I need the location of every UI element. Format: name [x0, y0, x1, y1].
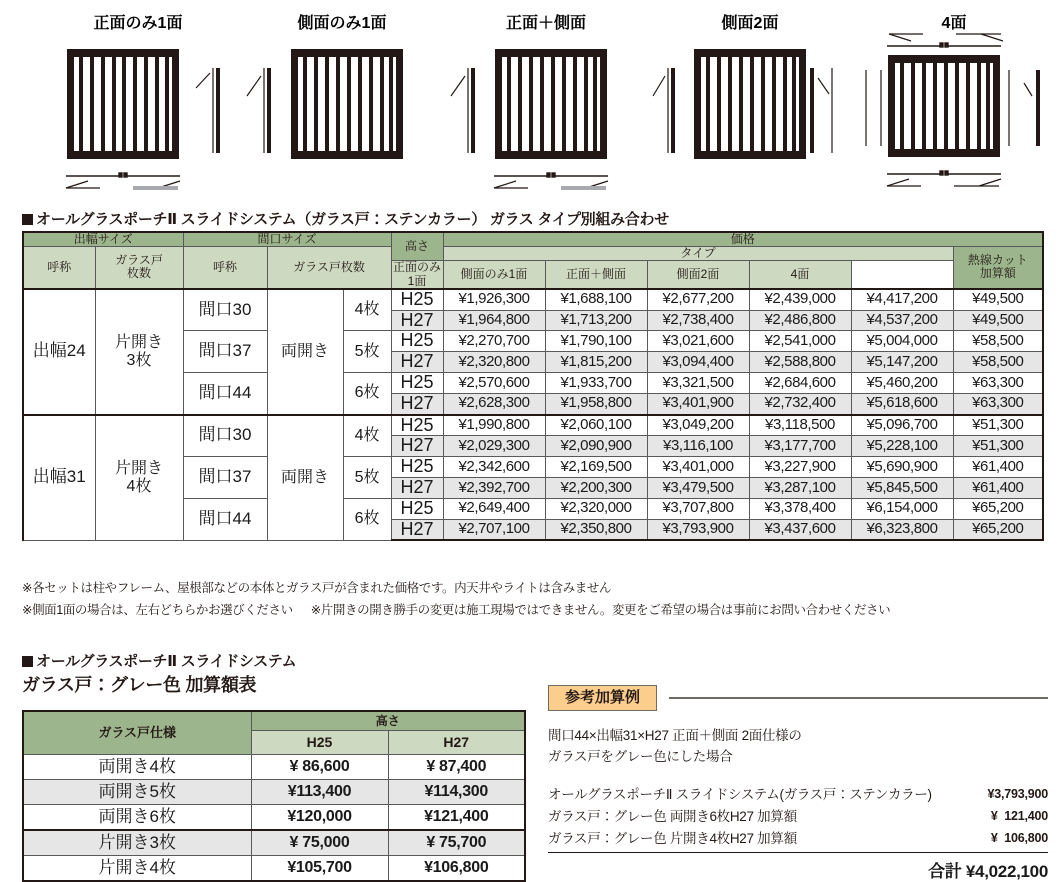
example-desc-line-2: ガラス戸をグレー色にした場合: [548, 748, 733, 764]
price-cell-type-0: ¥2,570,600: [443, 372, 545, 393]
example-line-items: [548, 784, 1048, 850]
price-cell-type-0: ¥2,320,800: [443, 352, 545, 373]
price-cell-type-4: ¥6,323,800: [851, 519, 953, 540]
example-line-label: ガラス戸：グレー色 片開き4枚H27 加算額: [548, 830, 797, 846]
note-2: ※側面1面の場合は、左右どちらかお選びください: [22, 602, 293, 617]
width-label: 間口37: [183, 457, 267, 499]
price-cell-type-2: ¥3,094,400: [647, 352, 749, 373]
width-label: 間口44: [183, 372, 267, 414]
grey-table-title-line2: ガラス戸：グレー色 加算額表: [22, 675, 257, 695]
heat-cut-cell: ¥61,400: [953, 457, 1043, 478]
configuration-diagram-strip: [0, 0, 1064, 200]
example-line-amount: ¥ 106,800: [990, 830, 1048, 845]
group-depth-label: 出幅31: [23, 415, 95, 541]
header-width-nickname: 呼称: [183, 247, 267, 289]
diagram-svg-four-sides: [854, 28, 1054, 198]
diagram-svg-front-plus-side: [446, 28, 646, 198]
main-table-notes: [22, 578, 890, 622]
header-type-3: 側面2面: [647, 261, 749, 289]
price-cell-type-4: ¥5,618,600: [851, 393, 953, 414]
group-glass-doors-label: 片開き 3枚: [95, 289, 183, 415]
header-type-4: 4面: [749, 261, 851, 289]
header-heat-cut: 熱線カット 加算額: [953, 247, 1043, 289]
price-cell-type-2: ¥3,401,900: [647, 393, 749, 414]
price-cell-type-1: ¥2,090,900: [545, 436, 647, 457]
grey-row-h27: ¥ 75,700: [388, 830, 525, 856]
price-cell-type-3: ¥3,287,100: [749, 477, 851, 498]
price-cell-type-0: ¥2,628,300: [443, 393, 545, 414]
grey-header-height: 高さ: [251, 711, 525, 731]
header-depth-size: 出幅サイズ: [23, 232, 183, 247]
diagram-label: 側面2面: [721, 15, 779, 32]
main-header-row-1: [23, 232, 1043, 247]
heat-cut-cell: ¥58,500: [953, 331, 1043, 352]
example-total-rule: [548, 852, 1048, 853]
diagram-front-only-1: [38, 0, 238, 200]
door-count-label: 6枚: [343, 498, 391, 540]
reference-example-block: [548, 686, 1048, 882]
price-cell-type-4: ¥5,690,900: [851, 457, 953, 478]
example-line-item: [548, 828, 1048, 850]
example-line-label: ガラス戸：グレー色 両開き6枚H27 加算額: [548, 808, 797, 824]
diagram-four-sides: [854, 0, 1054, 200]
grey-surcharge-table: [22, 710, 526, 882]
heat-cut-cell: ¥49,500: [953, 310, 1043, 331]
grey-table-row: [23, 830, 525, 856]
price-cell-type-4: ¥5,228,100: [851, 436, 953, 457]
price-cell-type-0: ¥1,990,800: [443, 415, 545, 436]
bullet-square-icon-2: [22, 656, 33, 667]
grey-table-row: [23, 805, 525, 831]
price-cell-type-3: ¥3,177,700: [749, 436, 851, 457]
grey-row-h27: ¥ 87,400: [388, 755, 525, 780]
height-label: H25: [391, 372, 443, 393]
price-cell-type-0: ¥2,342,600: [443, 457, 545, 478]
door-count-label: 6枚: [343, 372, 391, 414]
main-table-title-text: オールグラスポーチⅡ スライドシステム（ガラス戸：ステンカラー） ガラス タイプ別組み合わせ: [36, 211, 669, 228]
example-total: [548, 857, 1048, 882]
example-badge-rule: [669, 697, 1048, 699]
heat-cut-cell: ¥65,200: [953, 498, 1043, 519]
price-cell-type-1: ¥2,200,300: [545, 477, 647, 498]
diagram-front-plus-side: [446, 0, 646, 200]
grey-surcharge-table-container: [22, 710, 524, 882]
height-label: H25: [391, 289, 443, 310]
price-cell-type-1: ¥2,169,500: [545, 457, 647, 478]
price-cell-type-4: ¥5,147,200: [851, 352, 953, 373]
price-cell-type-4: ¥6,154,000: [851, 498, 953, 519]
price-cell-type-3: ¥3,227,900: [749, 457, 851, 478]
group-glass-doors-label: 片開き 4枚: [95, 415, 183, 541]
grey-header-h27: H27: [388, 731, 525, 755]
price-cell-type-1: ¥1,933,700: [545, 372, 647, 393]
price-cell-type-2: ¥2,738,400: [647, 310, 749, 331]
grey-table-row: [23, 780, 525, 805]
height-label: H25: [391, 415, 443, 436]
group-depth-label: 出幅24: [23, 289, 95, 415]
example-line-label: オールグラスポーチⅡ スライドシステム(ガラス戸：ステンカラー): [548, 786, 932, 802]
price-cell-type-2: ¥3,479,500: [647, 477, 749, 498]
example-badge: 参考加算例: [548, 685, 657, 711]
height-label: H25: [391, 498, 443, 519]
diagram-label: 正面のみ1面: [93, 15, 183, 32]
door-count-label: 5枚: [343, 457, 391, 499]
price-cell-type-3: ¥2,439,000: [749, 289, 851, 310]
heat-cut-cell: ¥51,300: [953, 415, 1043, 436]
width-label: 間口30: [183, 415, 267, 457]
example-total-amount: ¥4,022,100: [965, 862, 1048, 882]
price-cell-type-2: ¥2,677,200: [647, 289, 749, 310]
grey-table-row: [23, 856, 525, 882]
height-label: H27: [391, 352, 443, 373]
main-table-row: [23, 289, 1043, 310]
price-cell-type-3: ¥3,118,500: [749, 415, 851, 436]
main-price-table-container: [22, 231, 1042, 541]
header-type-1: 側面のみ1面: [443, 261, 545, 289]
grey-row-h25: ¥120,000: [251, 805, 388, 831]
grey-row-spec: 両開き6枚: [23, 805, 251, 831]
heat-cut-cell: ¥65,200: [953, 519, 1043, 540]
price-cell-type-0: ¥2,649,400: [443, 498, 545, 519]
price-cell-type-3: ¥2,486,800: [749, 310, 851, 331]
height-label: H27: [391, 477, 443, 498]
header-height: 高さ: [391, 232, 443, 261]
price-cell-type-2: ¥3,401,000: [647, 457, 749, 478]
price-cell-type-1: ¥1,958,800: [545, 393, 647, 414]
note-line-2: [22, 600, 890, 622]
price-cell-type-3: ¥2,588,800: [749, 352, 851, 373]
height-label: H27: [391, 310, 443, 331]
price-cell-type-2: ¥3,021,600: [647, 331, 749, 352]
price-cell-type-0: ¥2,270,700: [443, 331, 545, 352]
grey-row-spec: 両開き4枚: [23, 755, 251, 780]
price-cell-type-3: ¥3,378,400: [749, 498, 851, 519]
grey-row-h27: ¥114,300: [388, 780, 525, 805]
diagram-svg-side-2: [650, 28, 850, 198]
grey-row-h25: ¥ 75,000: [251, 830, 388, 856]
price-cell-type-0: ¥1,964,800: [443, 310, 545, 331]
price-cell-type-2: ¥3,321,500: [647, 372, 749, 393]
main-table-row: [23, 415, 1043, 436]
width-label: 間口30: [183, 289, 267, 331]
door-count-label: 5枚: [343, 331, 391, 373]
price-cell-type-2: ¥3,793,900: [647, 519, 749, 540]
price-cell-type-4: ¥5,845,500: [851, 477, 953, 498]
price-cell-type-1: ¥2,320,000: [545, 498, 647, 519]
diagram-svg-front-only-1: [38, 28, 238, 198]
example-desc-line-1: 間口44×出幅31×H27 正面＋側面 2面仕様の: [548, 728, 802, 743]
diagram-label: 正面＋側面: [505, 15, 586, 32]
price-cell-type-0: ¥2,707,100: [443, 519, 545, 540]
example-line-item: [548, 806, 1048, 828]
price-cell-type-1: ¥2,060,100: [545, 415, 647, 436]
example-line-item: [548, 784, 1048, 806]
header-width-glass-count: ガラス戸枚数: [267, 247, 391, 289]
example-line-amount: ¥3,793,900: [987, 786, 1048, 801]
diagram-label: 4面: [941, 15, 967, 32]
price-cell-type-1: ¥2,350,800: [545, 519, 647, 540]
height-label: H27: [391, 436, 443, 457]
header-type-2: 正面＋側面: [545, 261, 647, 289]
opening-type-label: 両開き: [267, 289, 343, 415]
header-type-0: 正面のみ1面: [393, 260, 442, 288]
price-cell-type-4: ¥5,460,200: [851, 372, 953, 393]
price-cell-type-3: ¥2,732,400: [749, 393, 851, 414]
door-count-label: 4枚: [343, 415, 391, 457]
price-cell-type-2: ¥3,707,800: [647, 498, 749, 519]
diagram-side-2: [650, 0, 850, 200]
diagram-svg-side-only-1: [242, 28, 442, 198]
heat-cut-cell: ¥51,300: [953, 436, 1043, 457]
grey-table-row: [23, 755, 525, 780]
heat-cut-cell: ¥63,300: [953, 372, 1043, 393]
height-label: H25: [391, 457, 443, 478]
heat-cut-cell: ¥49,500: [953, 289, 1043, 310]
price-cell-type-2: ¥3,049,200: [647, 415, 749, 436]
bullet-square-icon: [22, 214, 33, 225]
height-label: H27: [391, 393, 443, 414]
price-cell-type-0: ¥2,392,700: [443, 477, 545, 498]
door-count-label: 4枚: [343, 289, 391, 331]
note-3: ※片開きの開き勝手の変更は施工現場ではできません。変更をご希望の場合は事前にお問い合わせください: [310, 602, 891, 617]
grey-row-h25: ¥113,400: [251, 780, 388, 805]
main-header-row-2: [23, 247, 1043, 261]
height-label: H27: [391, 519, 443, 540]
grey-row-spec: 片開き3枚: [23, 830, 251, 856]
grey-row-h25: ¥105,700: [251, 856, 388, 882]
width-label: 間口44: [183, 498, 267, 540]
price-cell-type-1: ¥1,790,100: [545, 331, 647, 352]
example-line-amount: ¥ 121,400: [990, 808, 1048, 823]
price-cell-type-0: ¥2,029,300: [443, 436, 545, 457]
price-cell-type-0: ¥1,926,300: [443, 289, 545, 310]
diagram-label: 側面のみ1面: [297, 15, 387, 32]
grey-row-h27: ¥121,400: [388, 805, 525, 831]
grey-row-spec: 片開き4枚: [23, 856, 251, 882]
grey-row-h25: ¥ 86,600: [251, 755, 388, 780]
example-badge-row: [548, 686, 1048, 710]
header-depth-nickname: 呼称: [23, 247, 95, 289]
main-price-table: [22, 231, 1044, 541]
price-cell-type-1: ¥1,815,200: [545, 352, 647, 373]
price-cell-type-4: ¥4,537,200: [851, 310, 953, 331]
width-label: 間口37: [183, 331, 267, 373]
grey-header-row-1: [23, 711, 525, 731]
grey-header-spec: ガラス戸仕様: [23, 711, 251, 755]
grey-row-spec: 両開き5枚: [23, 780, 251, 805]
price-cell-type-4: ¥5,004,000: [851, 331, 953, 352]
heat-cut-cell: ¥58,500: [953, 352, 1043, 373]
price-cell-type-3: ¥2,684,600: [749, 372, 851, 393]
price-cell-type-1: ¥1,688,100: [545, 289, 647, 310]
header-width-size: 間口サイズ: [183, 232, 391, 247]
header-price: 価格: [443, 232, 1043, 247]
grey-table-title-line1: [22, 650, 296, 671]
diagram-side-only-1: [242, 0, 442, 200]
heat-cut-cell: ¥61,400: [953, 477, 1043, 498]
header-depth-glass-count: ガラス戸 枚数: [95, 247, 183, 289]
note-1: ※各セットは柱やフレーム、屋根部などの本体とガラス戸が含まれた価格です。内天井やライトは含みません: [22, 581, 612, 595]
opening-type-label: 両開き: [267, 415, 343, 541]
example-description: [548, 726, 1048, 768]
price-cell-type-1: ¥1,713,200: [545, 310, 647, 331]
price-cell-type-3: ¥3,437,600: [749, 519, 851, 540]
example-total-label: 合計: [928, 862, 962, 882]
main-table-title: [22, 208, 669, 229]
grey-row-h27: ¥106,800: [388, 856, 525, 882]
price-cell-type-4: ¥5,096,700: [851, 415, 953, 436]
price-cell-type-2: ¥3,116,100: [647, 436, 749, 457]
heat-cut-cell: ¥63,300: [953, 393, 1043, 414]
price-cell-type-4: ¥4,417,200: [851, 289, 953, 310]
grey-header-h25: H25: [251, 731, 388, 755]
header-type: タイプ: [443, 247, 953, 261]
height-label: H25: [391, 331, 443, 352]
grey-table-title-text-1: オールグラスポーチⅡ スライドシステム: [36, 653, 297, 670]
price-cell-type-3: ¥2,541,000: [749, 331, 851, 352]
